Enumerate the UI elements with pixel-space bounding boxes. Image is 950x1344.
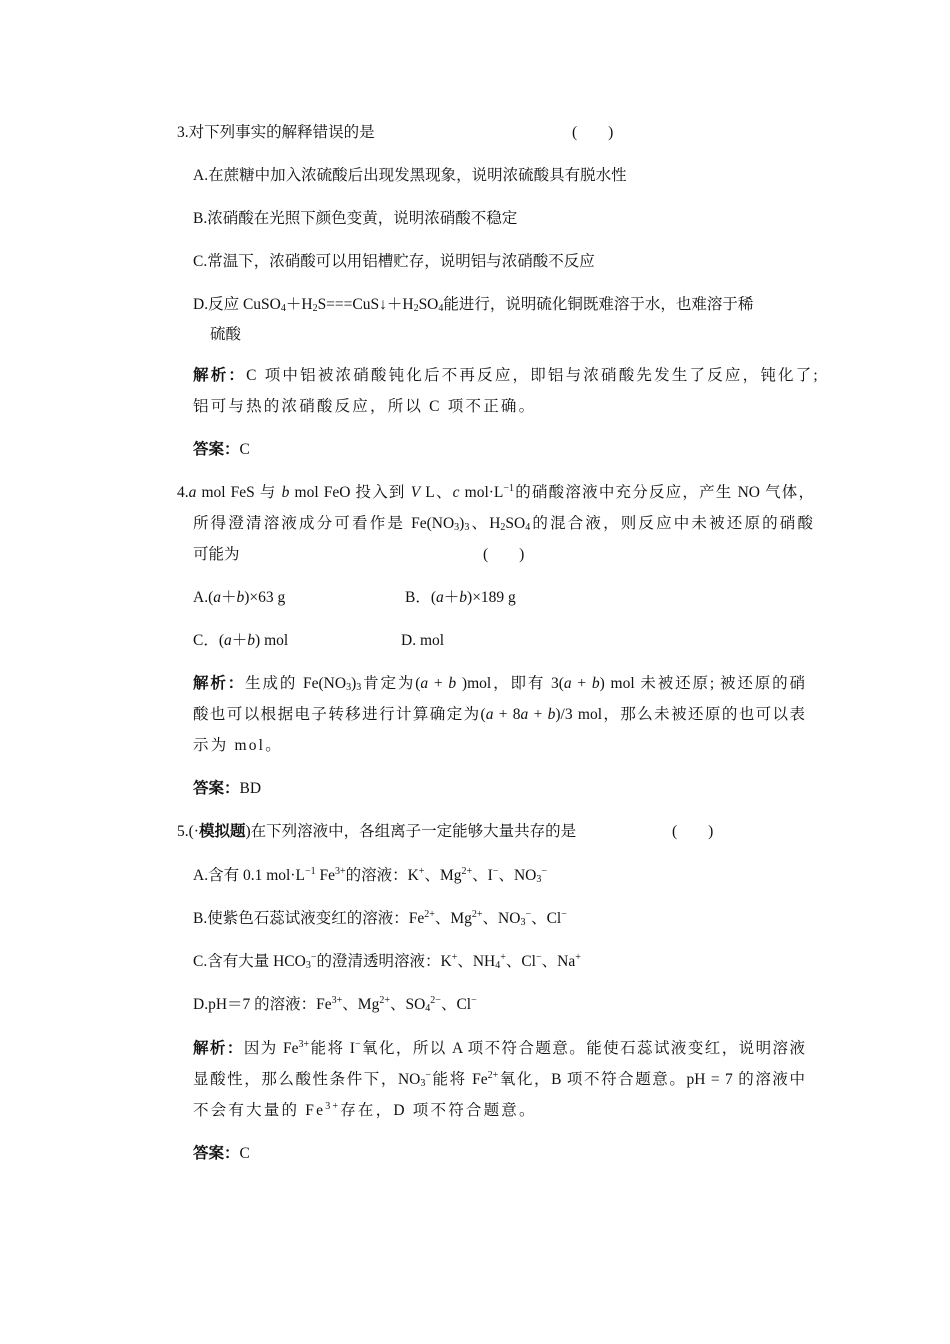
q3-explanation-label: 解析： — [193, 367, 247, 384]
q3-option-b: B.浓硝酸在光照下颜色变黄，说明浓硝酸不稳定 — [193, 210, 518, 227]
q3-answer-label: 答案： — [193, 441, 240, 458]
q5-explanation-line1: 解析：因为 $Fe^{3+}$能将 I−氧化，所以 A 项不符合题意。能使石蕊试液变红，说明溶液 — [193, 1039, 805, 1057]
q4-explanation-line1: 解析：生成的 $Fe(NO_3)_3$肯定为(a + b )mol，即有 3(a + b) mol 未被还原; 被还原的硝 — [193, 675, 805, 693]
q5-option-a: A.含有 0.1 $mol\cdot L^{-1}$ $Fe^{3+}$的溶液：K+、$Mg^{2+}$、I−、$NO_3^-$ — [193, 866, 547, 885]
q4-option-b: B．(a＋b)×189 g — [405, 589, 516, 606]
q5-source-tag: 模拟题 — [198, 823, 246, 840]
q5-stem: 5.(·模拟题)在下列溶液中，各组离子一定能够大量共存的是 — [177, 823, 577, 840]
q4-stem-line2: 所得澄清溶液成分可看作是 $Fe(NO_3)_3$、$H_2SO_4$的混合液，则反应中未被还原的硝酸 — [193, 515, 813, 533]
q4-stem-line3: 可能为 — [193, 546, 240, 563]
q3-option-d-line2: 硫酸 — [210, 326, 242, 343]
q3-answer — [193, 440, 250, 460]
q5-explanation-label: 解析： — [193, 1040, 244, 1057]
q3-answer-value: C — [239, 441, 250, 458]
q4-explanation-line2: 酸也可以根据电子转移进行计算确定为(a + 8a + b)/3 mol，那么未被还原的也可以表 — [193, 706, 805, 723]
q4-option-a: A.(a＋b)×63 g — [193, 589, 286, 606]
q3-answer-paren: ( ) — [572, 124, 614, 141]
q3-option-d: D.反应 $CuSO_4+H_2S===CuS↓+H_2SO_4$能进行，说明硫化铜既难溶于水，也难溶于稀 — [193, 296, 754, 314]
q4-answer-label: 答案： — [193, 780, 240, 797]
q5-answer-value: C — [239, 1145, 250, 1162]
q3-option-a: A.在蔗糖中加入浓硫酸后出现发黑现象，说明浓硫酸具有脱水性 — [193, 167, 627, 184]
q3-option-c: C.常温下，浓硝酸可以用铝槽贮存，说明铝与浓硝酸不反应 — [193, 253, 595, 270]
q4-answer — [193, 779, 261, 799]
q3-stem — [177, 123, 375, 143]
q5-answer — [193, 1144, 250, 1164]
q5-explanation-line3: 不会有大量的 $Fe^{3+}$存在，D 项不符合题意。 — [193, 1101, 537, 1119]
q5-answer-paren: ( ) — [672, 823, 714, 840]
q5-option-d: D.pH＝7 的溶液：$Fe^{3+}$、$Mg^{2+}$、$SO_4^{2-}$、Cl− — [193, 995, 477, 1014]
q5-explanation-line2: 显酸性，那么酸性条件下，$NO_3^-$能将 $Fe^{2+}$氧化，B 项不符合题意。pH = 7 的溶液中 — [193, 1070, 805, 1089]
q4-stem-line1: 4.a mol FeS 与 b mol FeO 投入到 V L、c $mol\cdot L^{-1}$的硝酸溶液中充分反应，产生 NO 气体， — [177, 483, 815, 501]
q3-stem-text: 3.对下列事实的解释错误的是 — [177, 124, 375, 141]
q5-option-b: B.使紫色石蕊试液变红的溶液：$Fe^{2+}$、$Mg^{2+}$、$NO_3^-$、Cl− — [193, 909, 567, 928]
q3-explanation-line1: 解析：C 项中铝被浓硝酸钝化后不再反应，即铝与浓硝酸先发生了反应，钝化了; — [193, 367, 820, 384]
q3-explanation-line2: 铝可与热的浓硝酸反应，所以 C 项不正确。 — [193, 398, 537, 415]
q4-explanation-line3: 示为 mol。 — [193, 737, 283, 754]
q4-answer-value: BD — [239, 780, 262, 797]
q5-option-c: C.含有大量 $HCO_3^-$的澄清透明溶液：K+、$NH_4^+$、Cl−、Na+ — [193, 952, 581, 971]
q5-answer-label: 答案： — [193, 1145, 240, 1162]
q4-option-d: D. mol — [401, 632, 445, 649]
q4-option-c: C．(a＋b) mol — [193, 632, 289, 649]
q4-answer-paren: ( ) — [483, 546, 525, 563]
q4-explanation-label: 解析： — [193, 675, 246, 692]
